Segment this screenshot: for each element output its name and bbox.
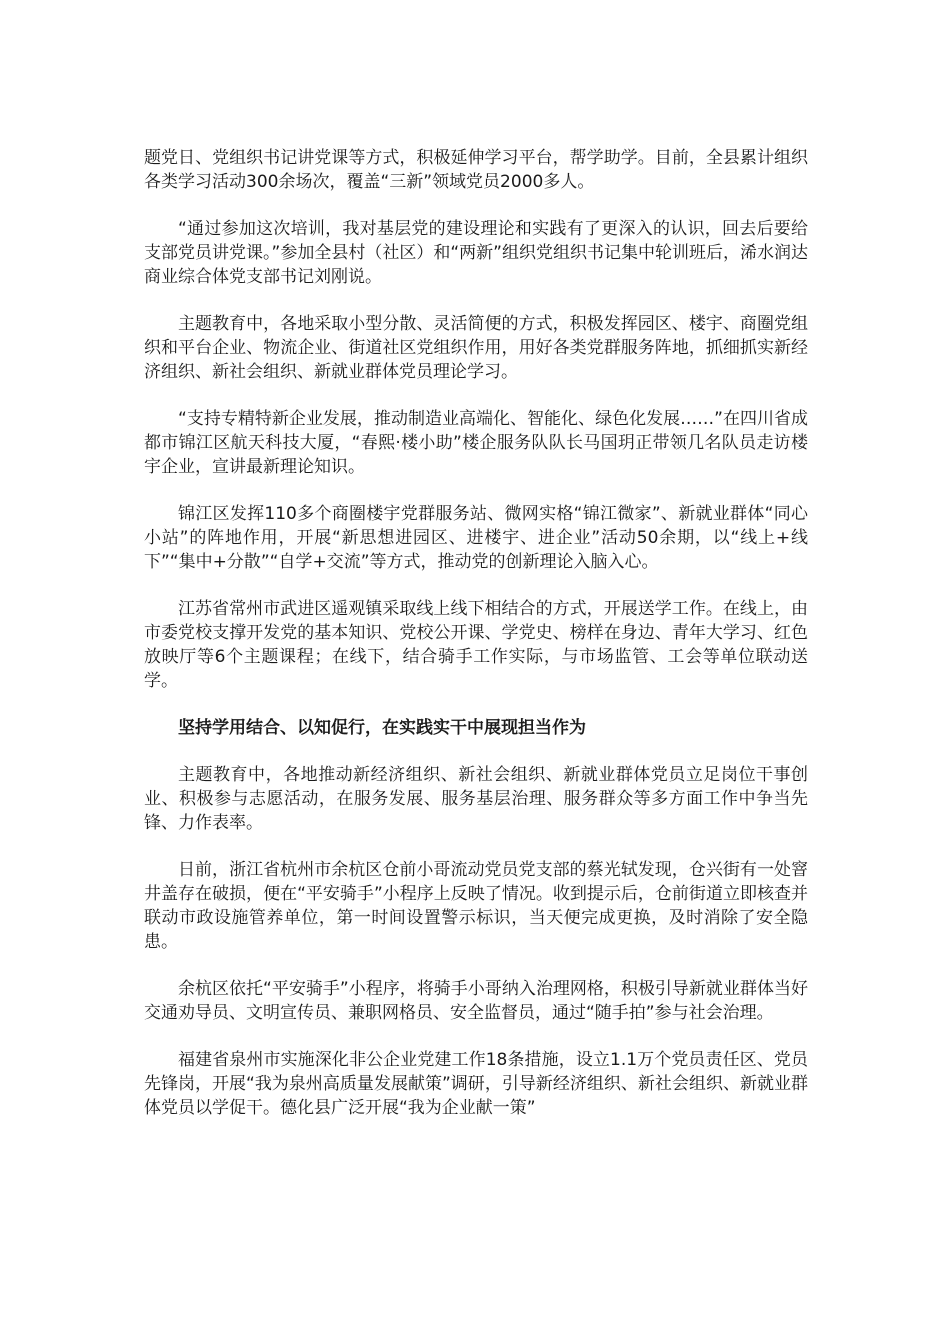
- section-heading: 坚持学用结合、以知促行，在实践实干中展现担当作为: [178, 718, 586, 738]
- paragraph-5: 锦江区发挥110多个商圈楼宇党群服务站、微网实格“锦江微家”、新就业群体“同心小站”的阵地作用，开展“新思想进园区、进楼宇、进企业”活动50余期，以“线上+线下”“集中+分散”“自学+交流”等方式，推动党的创新理论入脑入心。: [144, 504, 808, 572]
- paragraph-6: 江苏省常州市武进区遥观镇采取线上线下相结合的方式，开展送学工作。在线上，由市委党校支撑开发党的基本知识、党校公开课、学党史、榜样在身边、青年大学习、红色放映厅等6个主题课程；在线下，结合骑手工作实际，与市场监管、工会等单位联动送学。: [144, 599, 808, 691]
- paragraph-4: “支持专精特新企业发展，推动制造业高端化、智能化、绿色化发展……”在四川省成都市锦江区航天科技大厦，“春熙·楼小助”楼企服务队队长马国玥正带领几名队员走访楼宇企业，宣讲最新理论知识。: [144, 409, 808, 477]
- paragraph-2: “通过参加这次培训，我对基层党的建设理论和实践有了更深入的认识，回去后要给支部党员讲党课。”参加全县村（社区）和“两新”组织党组织书记集中轮训班后，浠水润达商业综合体党支部书记刘刚说。: [144, 219, 808, 287]
- paragraph-3: 主题教育中，各地采取小型分散、灵活简便的方式，积极发挥园区、楼宇、商圈党组织和平台企业、物流企业、街道社区党组织作用，用好各类党群服务阵地，抓细抓实新经济组织、新社会组织、新就业群体党员理论学习。: [144, 314, 808, 382]
- paragraph-1: 题党日、党组织书记讲党课等方式，积极延伸学习平台，帮学助学。目前，全县累计组织各类学习活动300余场次，覆盖“三新”领域党员2000多人。: [144, 148, 808, 192]
- paragraph-8: 日前，浙江省杭州市余杭区仓前小哥流动党员党支部的蔡光轼发现，仓兴街有一处窨井盖存在破损，便在“平安骑手”小程序上反映了情况。收到提示后，仓前街道立即核查并联动市政设施管养单位，第一时间设置警示标识，当天便完成更换，及时消除了安全隐患。: [144, 860, 808, 952]
- paragraph-10: 福建省泉州市实施深化非公企业党建工作18条措施，设立1.1万个党员责任区、党员先锋岗，开展“我为泉州高质量发展献策”调研，引导新经济组织、新社会组织、新就业群体党员以学促干。德化县广泛开展“我为企业献一策”: [144, 1050, 808, 1118]
- paragraph-7: 主题教育中，各地推动新经济组织、新社会组织、新就业群体党员立足岗位干事创业、积极参与志愿活动，在服务发展、服务基层治理、服务群众等多方面工作中争当先锋、力作表率。: [144, 765, 808, 833]
- document-body: [144, 146, 808, 1143]
- paragraph-9: 余杭区依托“平安骑手”小程序，将骑手小哥纳入治理网格，积极引导新就业群体当好交通劝导员、文明宣传员、兼职网格员、安全监督员，通过“随手拍”参与社会治理。: [144, 979, 808, 1023]
